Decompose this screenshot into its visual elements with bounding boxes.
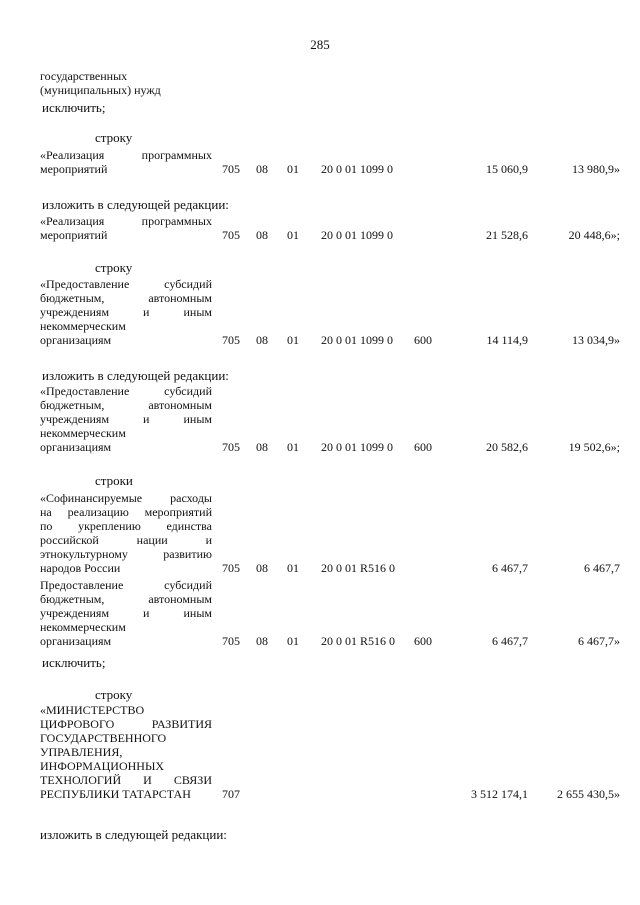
description-line: «Предоставление субсидий xyxy=(40,384,212,398)
cell-value-1: 14 114,9 xyxy=(486,333,528,347)
description-line: РЕСПУБЛИКИ ТАТАРСТАН xyxy=(40,787,191,801)
cell-value-2: 20 448,6»; xyxy=(568,228,620,242)
cell-section: 08 xyxy=(256,440,268,454)
description-line: российской нации и xyxy=(40,533,212,547)
bottom-action: изложить в следующей редакции: xyxy=(40,827,227,842)
description-line: бюджетным, автономным xyxy=(40,398,212,412)
description-line: организациям xyxy=(40,440,112,454)
page-number: 285 xyxy=(310,37,330,52)
cell-value-2: 2 655 430,5» xyxy=(557,787,620,801)
top-fragment-action: исключить; xyxy=(42,100,106,115)
cell-value-2: 6 467,7» xyxy=(578,634,620,648)
description-line: мероприятий xyxy=(40,162,108,176)
description-line: некоммерческим xyxy=(40,319,126,333)
cell-value-1: 21 528,6 xyxy=(486,228,528,242)
cell-value-2: 13 980,9» xyxy=(572,162,620,176)
row-description xyxy=(40,214,212,242)
cell-subsection: 01 xyxy=(287,634,299,648)
cell-section: 08 xyxy=(256,634,268,648)
cell-section: 08 xyxy=(256,333,268,347)
cell-target-article: 20 0 01 R516 0 xyxy=(321,634,396,648)
row-description xyxy=(40,384,212,454)
description-line: некоммерческим xyxy=(40,620,126,634)
description-line: «Реализация программных xyxy=(40,148,212,162)
cell-expense-type: 600 xyxy=(414,333,432,347)
description-line: этнокультурному развитию xyxy=(40,547,212,561)
cell-code: 705 xyxy=(222,333,240,347)
cell-code: 705 xyxy=(222,228,240,242)
description-line: на реализацию мероприятий xyxy=(40,505,212,519)
block-heading: строки xyxy=(95,473,133,488)
block-action: исключить; xyxy=(42,655,106,670)
row-description xyxy=(40,703,212,801)
cell-value-1: 20 582,6 xyxy=(486,440,528,454)
description-line: «Реализация программных xyxy=(40,214,212,228)
cell-code: 705 xyxy=(222,440,240,454)
cell-section: 08 xyxy=(256,228,268,242)
row-description xyxy=(40,491,212,575)
description-line: учреждениям и иным xyxy=(40,606,212,620)
block-heading: изложить в следующей редакции: xyxy=(42,197,229,212)
cell-target-article: 20 0 01 1099 0 xyxy=(321,333,393,347)
cell-subsection: 01 xyxy=(287,162,299,176)
cell-value-1: 6 467,7 xyxy=(492,634,528,648)
cell-target-article: 20 0 01 1099 0 xyxy=(321,440,393,454)
description-line: «Софинансируемые расходы xyxy=(40,491,212,505)
description-line: ГОСУДАРСТВЕННОГО xyxy=(40,731,167,745)
block-heading: изложить в следующей редакции: xyxy=(42,368,229,383)
cell-section: 08 xyxy=(256,162,268,176)
cell-subsection: 01 xyxy=(287,440,299,454)
cell-target-article: 20 0 01 1099 0 xyxy=(321,228,393,242)
description-line: ТЕХНОЛОГИЙ И СВЯЗИ xyxy=(40,773,212,787)
description-line: учреждениям и иным xyxy=(40,305,212,319)
description-line: «МИНИСТЕРСТВО xyxy=(40,703,145,717)
top-fragment-text xyxy=(40,69,220,97)
cell-subsection: 01 xyxy=(287,228,299,242)
cell-code: 705 xyxy=(222,162,240,176)
cell-expense-type: 600 xyxy=(414,440,432,454)
cell-code: 705 xyxy=(222,561,240,575)
cell-subsection: 01 xyxy=(287,561,299,575)
row-description xyxy=(40,148,212,176)
description-line: учреждениям и иным xyxy=(40,412,212,426)
cell-subsection: 01 xyxy=(287,333,299,347)
description-line: УПРАВЛЕНИЯ, xyxy=(40,745,123,759)
cell-code: 705 xyxy=(222,634,240,648)
description-line: организациям xyxy=(40,333,112,347)
cell-target-article: 20 0 01 R516 0 xyxy=(321,561,396,575)
cell-value-2: 6 467,7 xyxy=(584,561,620,575)
cell-value-2: 19 502,6»; xyxy=(568,440,620,454)
description-line: народов России xyxy=(40,561,121,575)
description-line: бюджетным, автономным xyxy=(40,592,212,606)
cell-section: 08 xyxy=(256,561,268,575)
description-line: по укреплению единства xyxy=(40,519,212,533)
cell-value-1: 6 467,7 xyxy=(492,561,528,575)
description-line: бюджетным, автономным xyxy=(40,291,212,305)
cell-value-2: 13 034,9» xyxy=(572,333,620,347)
description-line: ЦИФРОВОГО РАЗВИТИЯ xyxy=(40,717,212,731)
top-fragment-line: (муниципальных) нужд xyxy=(40,83,161,97)
top-fragment-line: государственных xyxy=(40,69,128,83)
cell-code: 707 xyxy=(222,787,240,801)
row-description xyxy=(40,277,212,347)
cell-expense-type: 600 xyxy=(414,634,432,648)
description-line: организациям xyxy=(40,634,112,648)
block-heading: строку xyxy=(95,130,133,145)
description-line: «Предоставление субсидий xyxy=(40,277,212,291)
description-line: некоммерческим xyxy=(40,426,126,440)
cell-value-1: 3 512 174,1 xyxy=(471,787,528,801)
row-description xyxy=(40,578,212,648)
description-line: мероприятий xyxy=(40,228,108,242)
block-heading: строку xyxy=(95,260,133,275)
cell-target-article: 20 0 01 1099 0 xyxy=(321,162,393,176)
cell-value-1: 15 060,9 xyxy=(486,162,528,176)
description-line: Предоставление субсидий xyxy=(40,578,212,592)
description-line: ИНФОРМАЦИОННЫХ xyxy=(40,759,165,773)
block-heading: строку xyxy=(95,687,133,702)
